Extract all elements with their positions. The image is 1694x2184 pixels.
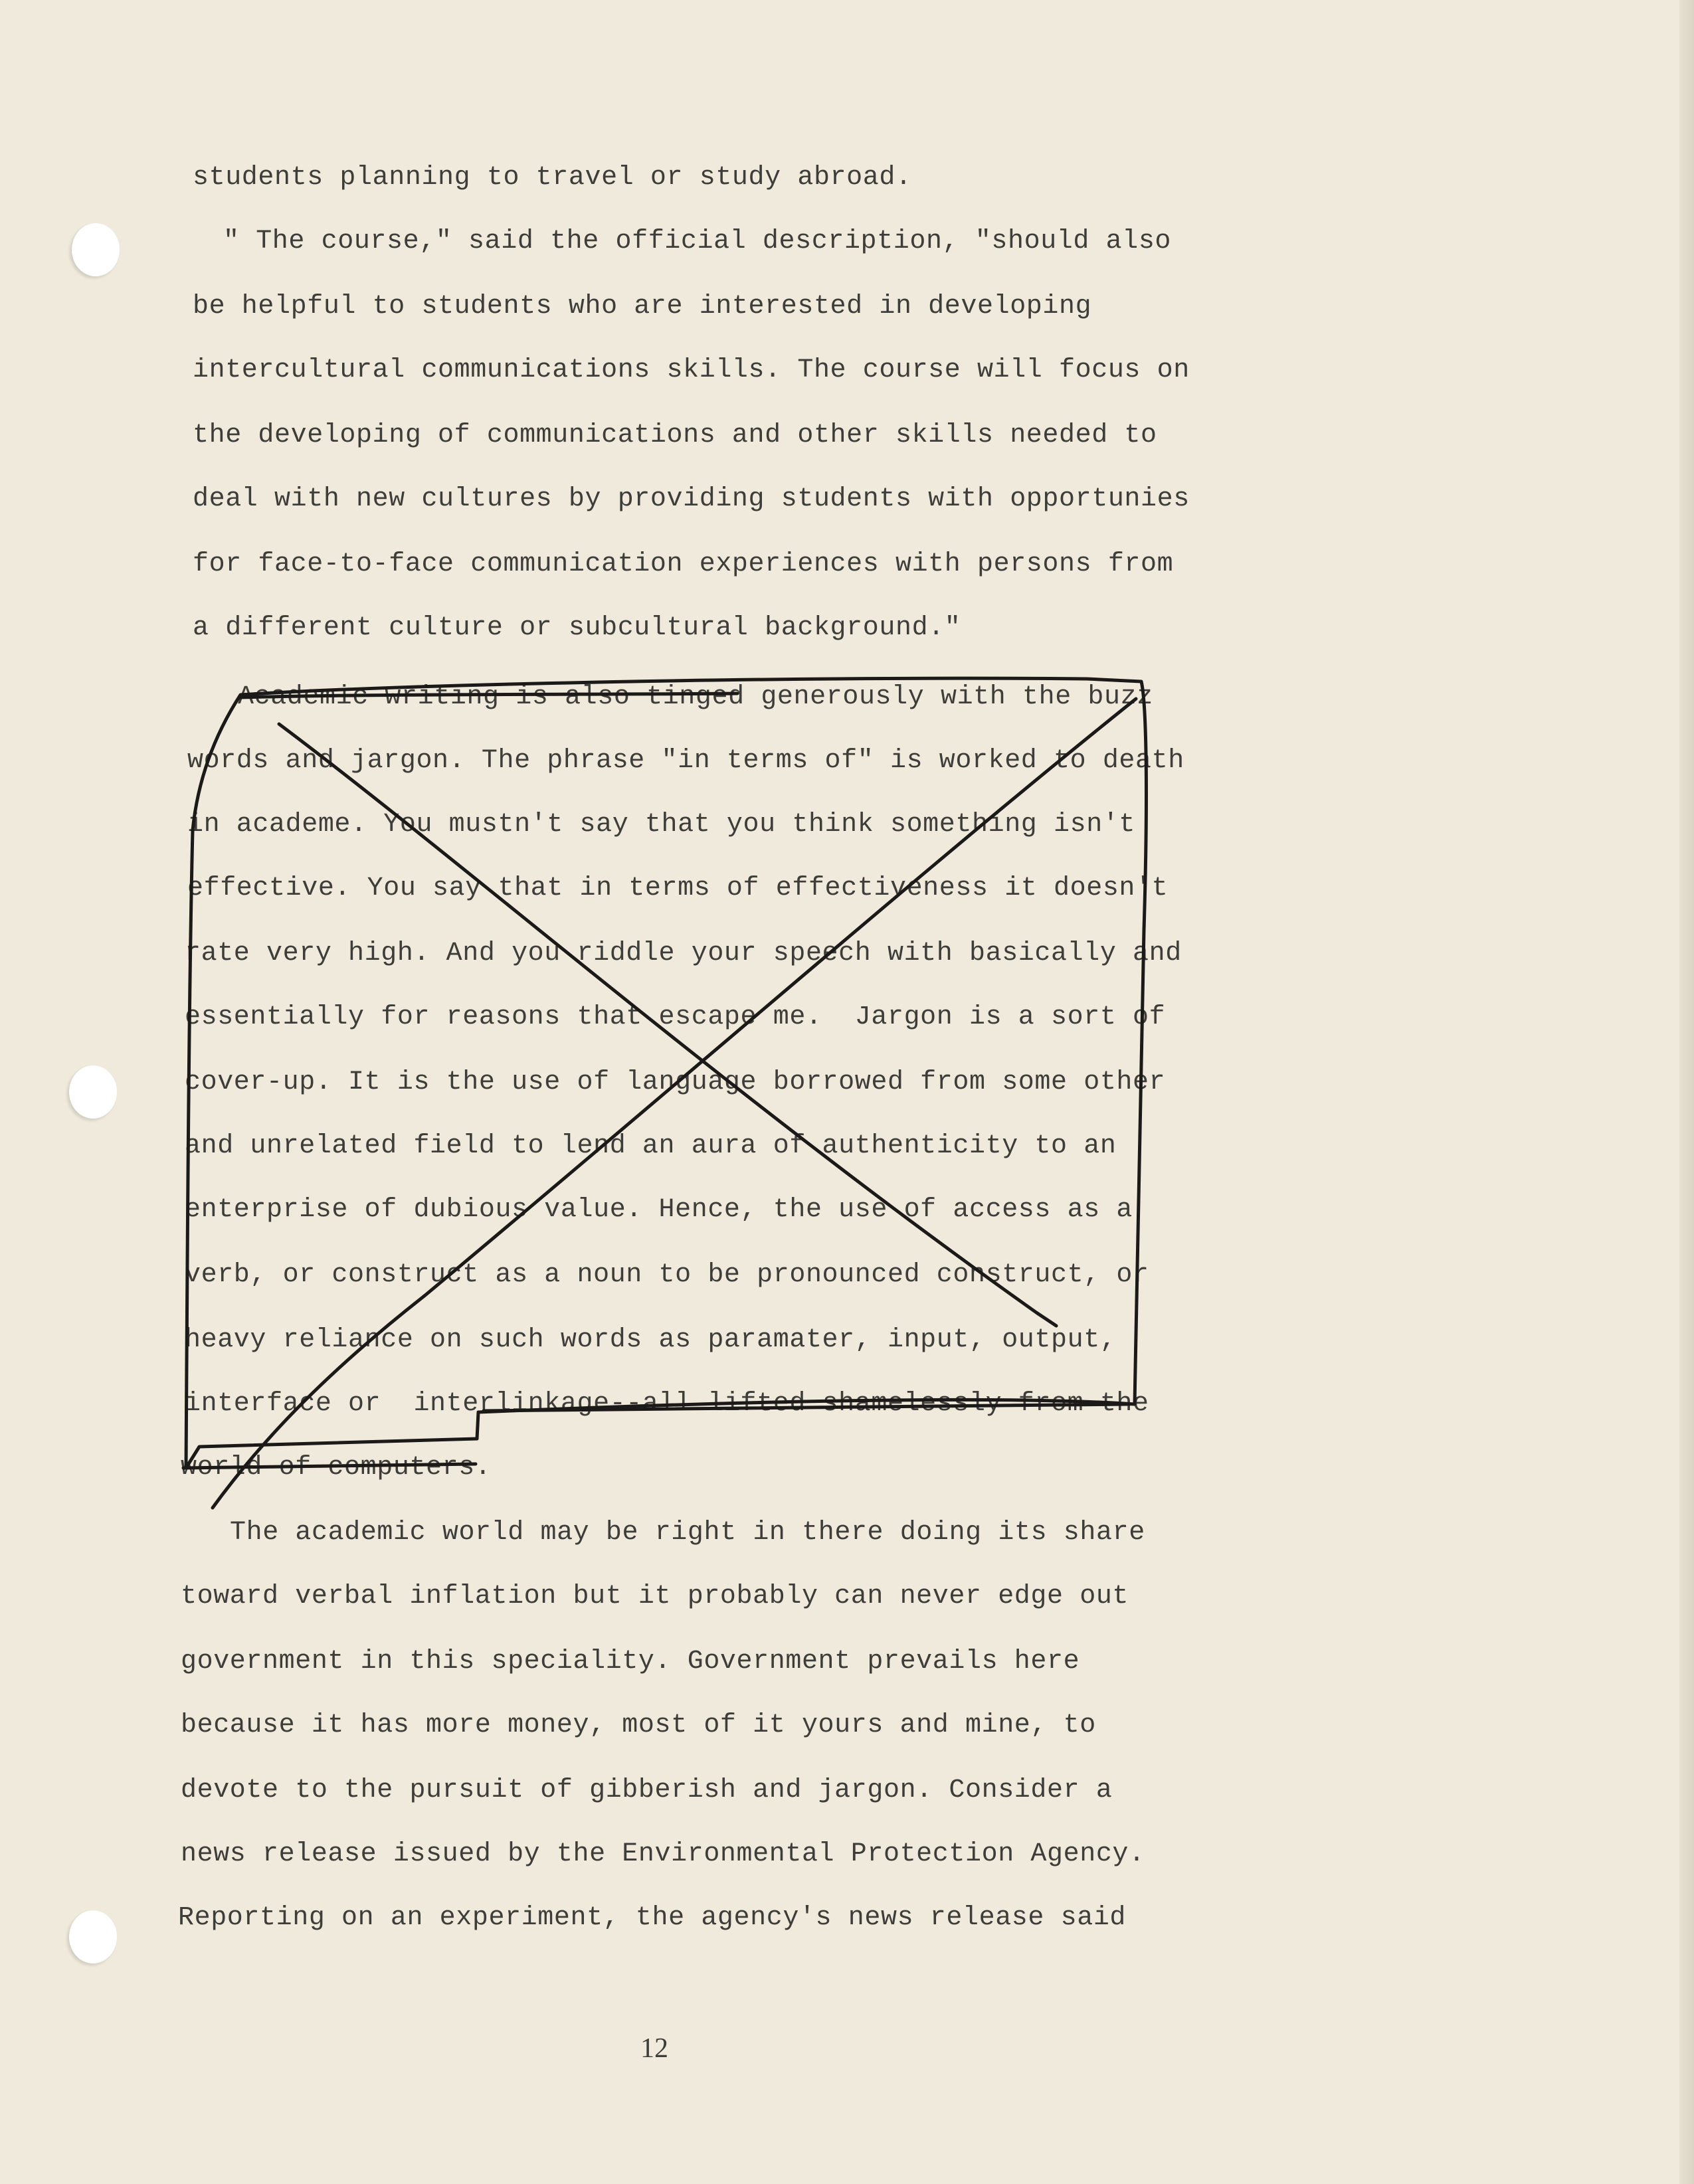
crossed-text-line: world of computers. <box>181 1453 492 1483</box>
crossed-text-line: cover-up. It is the use of language borrowed from some other <box>185 1067 1166 1097</box>
crossed-text-line: in academe. You mustn't say that you think something isn't <box>187 810 1136 840</box>
crossed-text-line: and unrelated field to lend an aura of authenticity to an <box>185 1131 1117 1161</box>
text-line: government in this speciality. Government prevails here <box>181 1647 1080 1677</box>
text-line: for face-to-face communication experiences with persons from <box>193 549 1174 579</box>
text-line: intercultural communications skills. The course will focus on <box>193 355 1190 385</box>
crossed-text-line: rate very high. And you riddle your speech with basically and <box>185 939 1182 968</box>
crossed-text-line: heavy reliance on such words as paramater, input, output, <box>185 1325 1117 1355</box>
text-line: " The course," said the official description, "should also <box>223 227 1172 256</box>
crossed-text-line: verb, or construct as a noun to be pronounced construct, or <box>185 1260 1149 1290</box>
text-line: devote to the pursuit of gibberish and jargon. Consider a <box>181 1775 1113 1805</box>
crossed-text-line: essentially for reasons that escape me. Jargon is a sort of <box>185 1002 1166 1032</box>
text-line: deal with new cultures by providing students with opportunies <box>193 484 1190 514</box>
text-line: be helpful to students who are interested in developing <box>193 292 1092 321</box>
binder-hole-middle <box>69 1065 117 1119</box>
text-line: news release issued by the Environmental Protection Agency. <box>181 1839 1145 1869</box>
crossed-text-line: words and jargon. The phrase "in terms of" is worked to death <box>187 746 1184 776</box>
crossed-text-line: Academic writing is also tinged generously with the buzz <box>238 682 1153 712</box>
crossed-text-line: interface or interlinkage--all lifted shamelessly from the <box>185 1389 1149 1419</box>
page-number: 12 <box>640 2033 668 2064</box>
text-line: students planning to travel or study abroad. <box>193 163 912 193</box>
binder-hole-top <box>72 223 120 276</box>
text-line: Reporting on an experiment, the agency's news release said <box>178 1903 1127 1933</box>
text-line: The academic world may be right in there doing its share <box>230 1518 1145 1548</box>
text-line: toward verbal inflation but it probably can never edge out <box>181 1582 1129 1611</box>
page-edge-shadow <box>1679 0 1694 2184</box>
crossed-text-line: effective. You say that in terms of effectiveness it doesn't <box>187 873 1169 903</box>
text-line: the developing of communications and other skills needed to <box>193 420 1157 450</box>
text-line: a different culture or subcultural background." <box>193 613 961 643</box>
crossed-text-line: enterprise of dubious value. Hence, the use of access as a <box>185 1195 1133 1225</box>
text-line: because it has more money, most of it yours and mine, to <box>181 1710 1096 1740</box>
binder-hole-bottom <box>69 1910 117 1963</box>
